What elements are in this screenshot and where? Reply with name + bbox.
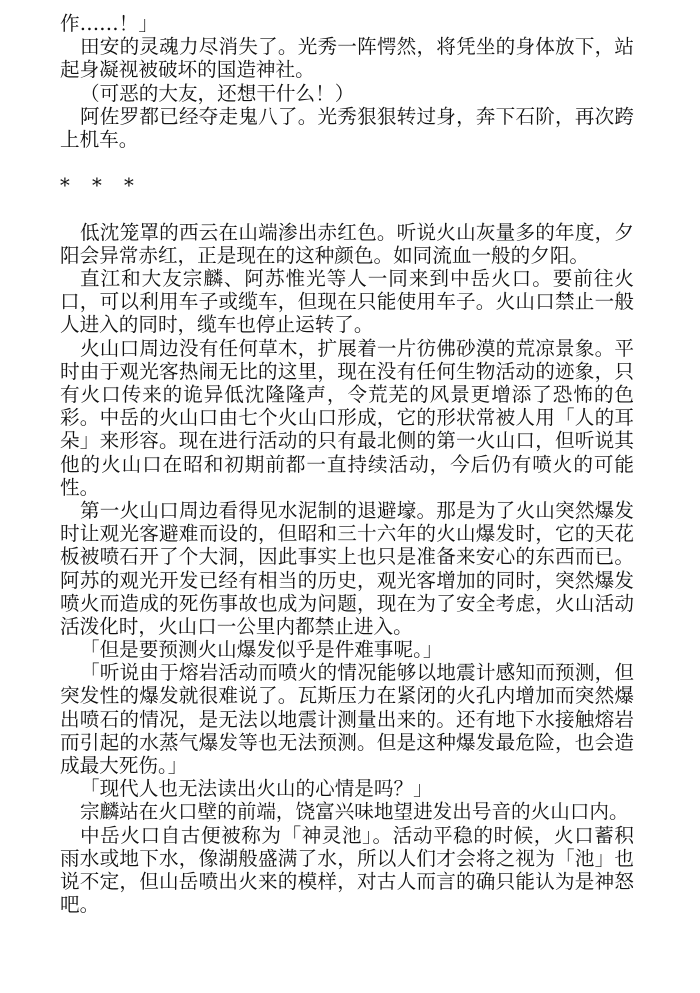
text-line: 「但是要预测火山爆发似乎是件难事呢。」 xyxy=(80,638,443,662)
text-line: 说不定，但山岳喷出火来的模样，对古人而言的确只能认为是神怒 xyxy=(60,869,634,893)
text-line: 活泼化时，火山口一公里内都禁止进入。 xyxy=(60,614,413,638)
text-line: 雨水或地下水，像湖般盛满了水，所以人们才会将之视为「池」也 xyxy=(60,846,634,870)
text-line: 时让观光客避难而设的，但昭和三十六年的火山爆发时，它的天花 xyxy=(60,522,634,546)
text-line: 宗麟站在火口壁的前端，饶富兴味地望进发出号音的火山口内。 xyxy=(80,800,629,824)
text-line: 性。 xyxy=(60,475,100,499)
text-line: 朵」来形容。现在进行活动的只有最北侧的第一火山口，但听说其 xyxy=(60,429,634,453)
text-line: 时由于观光客热闹无比的这里，现在没有任何生物活动的迹象，只 xyxy=(60,359,634,383)
text-line: 起身凝视被破坏的国造神社。 xyxy=(60,58,315,82)
text-line: 阳会异常赤红，正是现在的这种颜色。如同流血一般的夕阳。 xyxy=(60,243,590,267)
text-line: 中岳火口自古便被称为「神灵池」。活动平稳的时候，火口蓄积 xyxy=(80,823,634,847)
text-line: 田安的灵魂力尽消失了。光秀一阵愕然，将凭坐的身体放下，站 xyxy=(80,35,634,59)
text-line: 口，可以利用车子或缆车，但现在只能使用车子。火山口禁止一般 xyxy=(60,290,634,314)
text-line: 低沈笼罩的西云在山端渗出赤红色。听说火山灰量多的年度，夕 xyxy=(80,220,634,244)
text-line: 他的火山口在昭和初期前都一直持续活动，今后仍有喷火的可能 xyxy=(60,452,634,476)
text-line: 板被喷石开了个大洞，因此事实上也只是准备来安心的东西而已。 xyxy=(60,545,634,569)
text-line: 喷火而造成的死伤事故也成为问题，现在为了安全考虑，火山活动 xyxy=(60,591,634,615)
text-line: 直江和大友宗麟、阿苏惟光等人一同来到中岳火口。要前往火 xyxy=(80,267,634,291)
text-line: 出喷石的情况，是无法以地震计测量出来的。还有地下水接触熔岩 xyxy=(60,707,634,731)
text-line: 阿佐罗都已经夺走鬼八了。光秀狠狠转过身，奔下石阶，再次跨 xyxy=(80,104,634,128)
text-line: 「现代人也无法读出火山的心情是吗？」 xyxy=(80,777,433,801)
blank-line xyxy=(60,151,634,174)
text-line: 吧。 xyxy=(60,893,100,917)
text-line: 有火口传来的诡异低沈隆隆声，令荒芜的风景更增添了恐怖的色 xyxy=(60,383,634,406)
text-line: 「听说由于熔岩活动而喷火的情况能够以地震计感知而预测，但 xyxy=(80,661,634,685)
text-line: 作……！」 xyxy=(60,12,158,35)
text-line: 第一火山口周边看得见水泥制的退避壕。那是为了火山突然爆发 xyxy=(80,498,634,522)
text-line: 火山口周边没有任何草木，扩展着一片彷佛砂漠的荒凉景象。平 xyxy=(80,336,634,360)
text-line: 人进入的同时，缆车也停止运转了。 xyxy=(60,313,374,337)
text-line: （可恶的大友，还想干什么！） xyxy=(80,81,355,105)
text-line: 彩。中岳的火山口由七个火山口形成，它的形状常被人用「人的耳 xyxy=(60,406,634,430)
text-line: 而引起的水蒸气爆发等也无法预测。但是这种爆发最危险，也会造 xyxy=(60,730,634,754)
text-line: 阿苏的观光开发已经有相当的历史，观光客增加的同时，突然爆发 xyxy=(60,568,634,592)
blank-line xyxy=(60,198,634,221)
section-separator: * * * xyxy=(60,174,142,198)
text-line: 突发性的爆发就很难说了。瓦斯压力在紧闭的火孔内增加而突然爆 xyxy=(60,684,634,708)
text-line: 成最大死伤。」 xyxy=(60,754,188,777)
text-line: 上机车。 xyxy=(60,127,139,151)
